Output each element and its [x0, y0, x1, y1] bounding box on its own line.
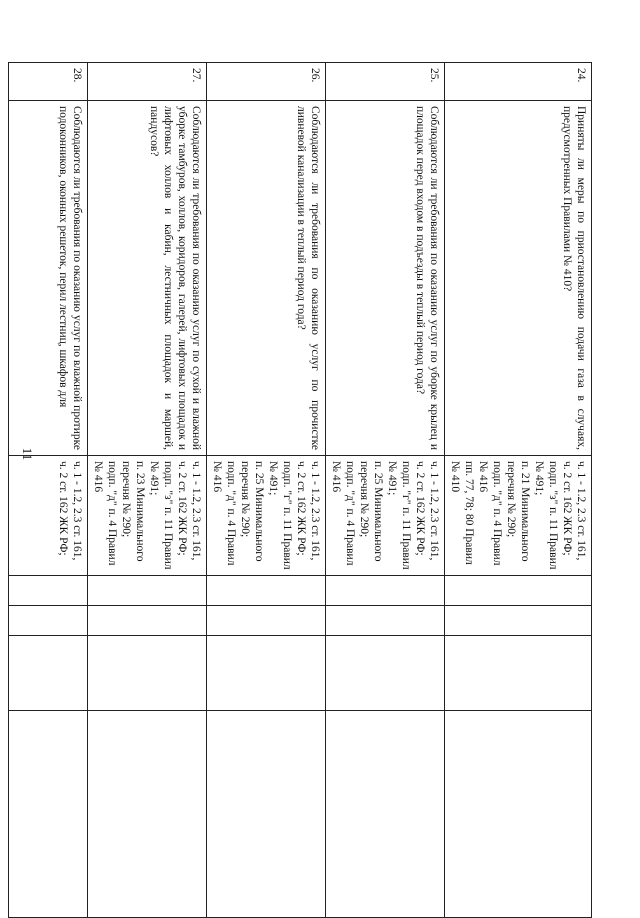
legal-references	[88, 456, 207, 576]
question-text: Соблюдаются ли требования по оказанию услуг по влажной протирке подоконников, оконных решеток, перил лестниц, шкафов для	[9, 101, 88, 456]
row-number: 28.	[9, 63, 88, 101]
legal-references	[9, 456, 88, 576]
answer-cell-na	[88, 636, 207, 711]
reference-line: п. 23 Минимального перечня № 290;	[120, 461, 146, 562]
row-number: 25.	[326, 63, 445, 101]
answer-cell-na	[207, 636, 326, 711]
page-number: 11	[20, 447, 35, 461]
table-row	[326, 63, 445, 918]
answer-cell-na	[445, 636, 592, 711]
reference-line: п. 21 Минимального перечня № 290;	[505, 461, 531, 562]
table-row	[207, 63, 326, 918]
question-text: Соблюдаются ли требования по оказанию услуг по прочистке ливневой канализации в теплый период года?	[207, 101, 326, 456]
answer-cell-na	[9, 636, 88, 711]
reference-line: подп. "з" п. 11 Правил № 491;	[533, 461, 559, 570]
reference-line: п. 25 Минимального перечня № 290;	[239, 461, 265, 562]
legal-references	[326, 456, 445, 576]
reference-line: ч. 1 - 1.2, 2.3 ст. 161, ч. 2 ст. 162 ЖК РФ;	[561, 461, 587, 561]
answer-cell-yes	[9, 576, 88, 606]
answer-cell-yes	[445, 576, 592, 606]
notes-cell	[445, 711, 592, 918]
answer-cell-yes	[88, 576, 207, 606]
legal-references	[445, 456, 592, 576]
answer-cell-no	[9, 606, 88, 636]
reference-line: подп. "д" п. 4 Правил № 416	[92, 461, 118, 566]
reference-line: п. 25 Минимального перечня № 290;	[358, 461, 384, 562]
reference-line: подп. "з" п. 11 Правил № 491;	[148, 461, 174, 570]
table-row	[445, 63, 592, 918]
notes-cell	[326, 711, 445, 918]
reference-line: подп. "г" п. 11 Правил № 491;	[386, 461, 412, 570]
row-number: 24.	[445, 63, 592, 101]
question-text: Соблюдаются ли требования по оказанию услуг по сухой и влажной уборке тамбуров, холлов, коридоров, галерей, лифтовых площадок и лифтовых холлов и кабин, лестничных площадок и маршей, пандусов?	[88, 101, 207, 456]
reference-line: ч. 1 - 1.2, 2.3 ст. 161, ч. 2 ст. 162 ЖК РФ;	[414, 461, 440, 561]
answer-cell-yes	[326, 576, 445, 606]
row-number: 27.	[88, 63, 207, 101]
reference-line: подп. "г" п. 11 Правил № 491;	[267, 461, 293, 570]
reference-line: подп. "д" п. 4 Правил № 416	[330, 461, 356, 566]
reference-line: ч. 1 - 1.2, 2.3 ст. 161, ч. 2 ст. 162 ЖК РФ;	[57, 461, 83, 561]
reference-line: ч. 1 - 1.2, 2.3 ст. 161, ч. 2 ст. 162 ЖК РФ;	[295, 461, 321, 561]
answer-cell-no	[88, 606, 207, 636]
answer-cell-no	[326, 606, 445, 636]
notes-cell	[88, 711, 207, 918]
reference-line: подп. "д" п. 4 Правил № 416	[211, 461, 237, 566]
notes-cell	[9, 711, 88, 918]
notes-cell	[207, 711, 326, 918]
answer-cell-no	[445, 606, 592, 636]
legal-references	[207, 456, 326, 576]
answer-cell-yes	[207, 576, 326, 606]
reference-line: ч. 1 - 1.2, 2.3 ст. 161, ч. 2 ст. 162 ЖК РФ;	[176, 461, 202, 561]
question-text: Приняты ли меры по приостановлению подачи газа в случаях, предусмотренных Правилами № 410?	[445, 101, 592, 456]
table-row	[9, 63, 88, 918]
question-text: Соблюдаются ли требования по оказанию услуг по уборке крылец и площадок перед входом в подъезды в теплый период года?	[326, 101, 445, 456]
checklist-table-container	[52, 62, 592, 917]
answer-cell-na	[326, 636, 445, 711]
answer-cell-no	[207, 606, 326, 636]
reference-line: подп. "д" п. 4 Правил № 416	[477, 461, 503, 566]
checklist-table	[8, 62, 592, 918]
row-number: 26.	[207, 63, 326, 101]
reference-line: пп. 77, 78; 80 Правил № 410	[449, 461, 475, 565]
table-row	[88, 63, 207, 918]
